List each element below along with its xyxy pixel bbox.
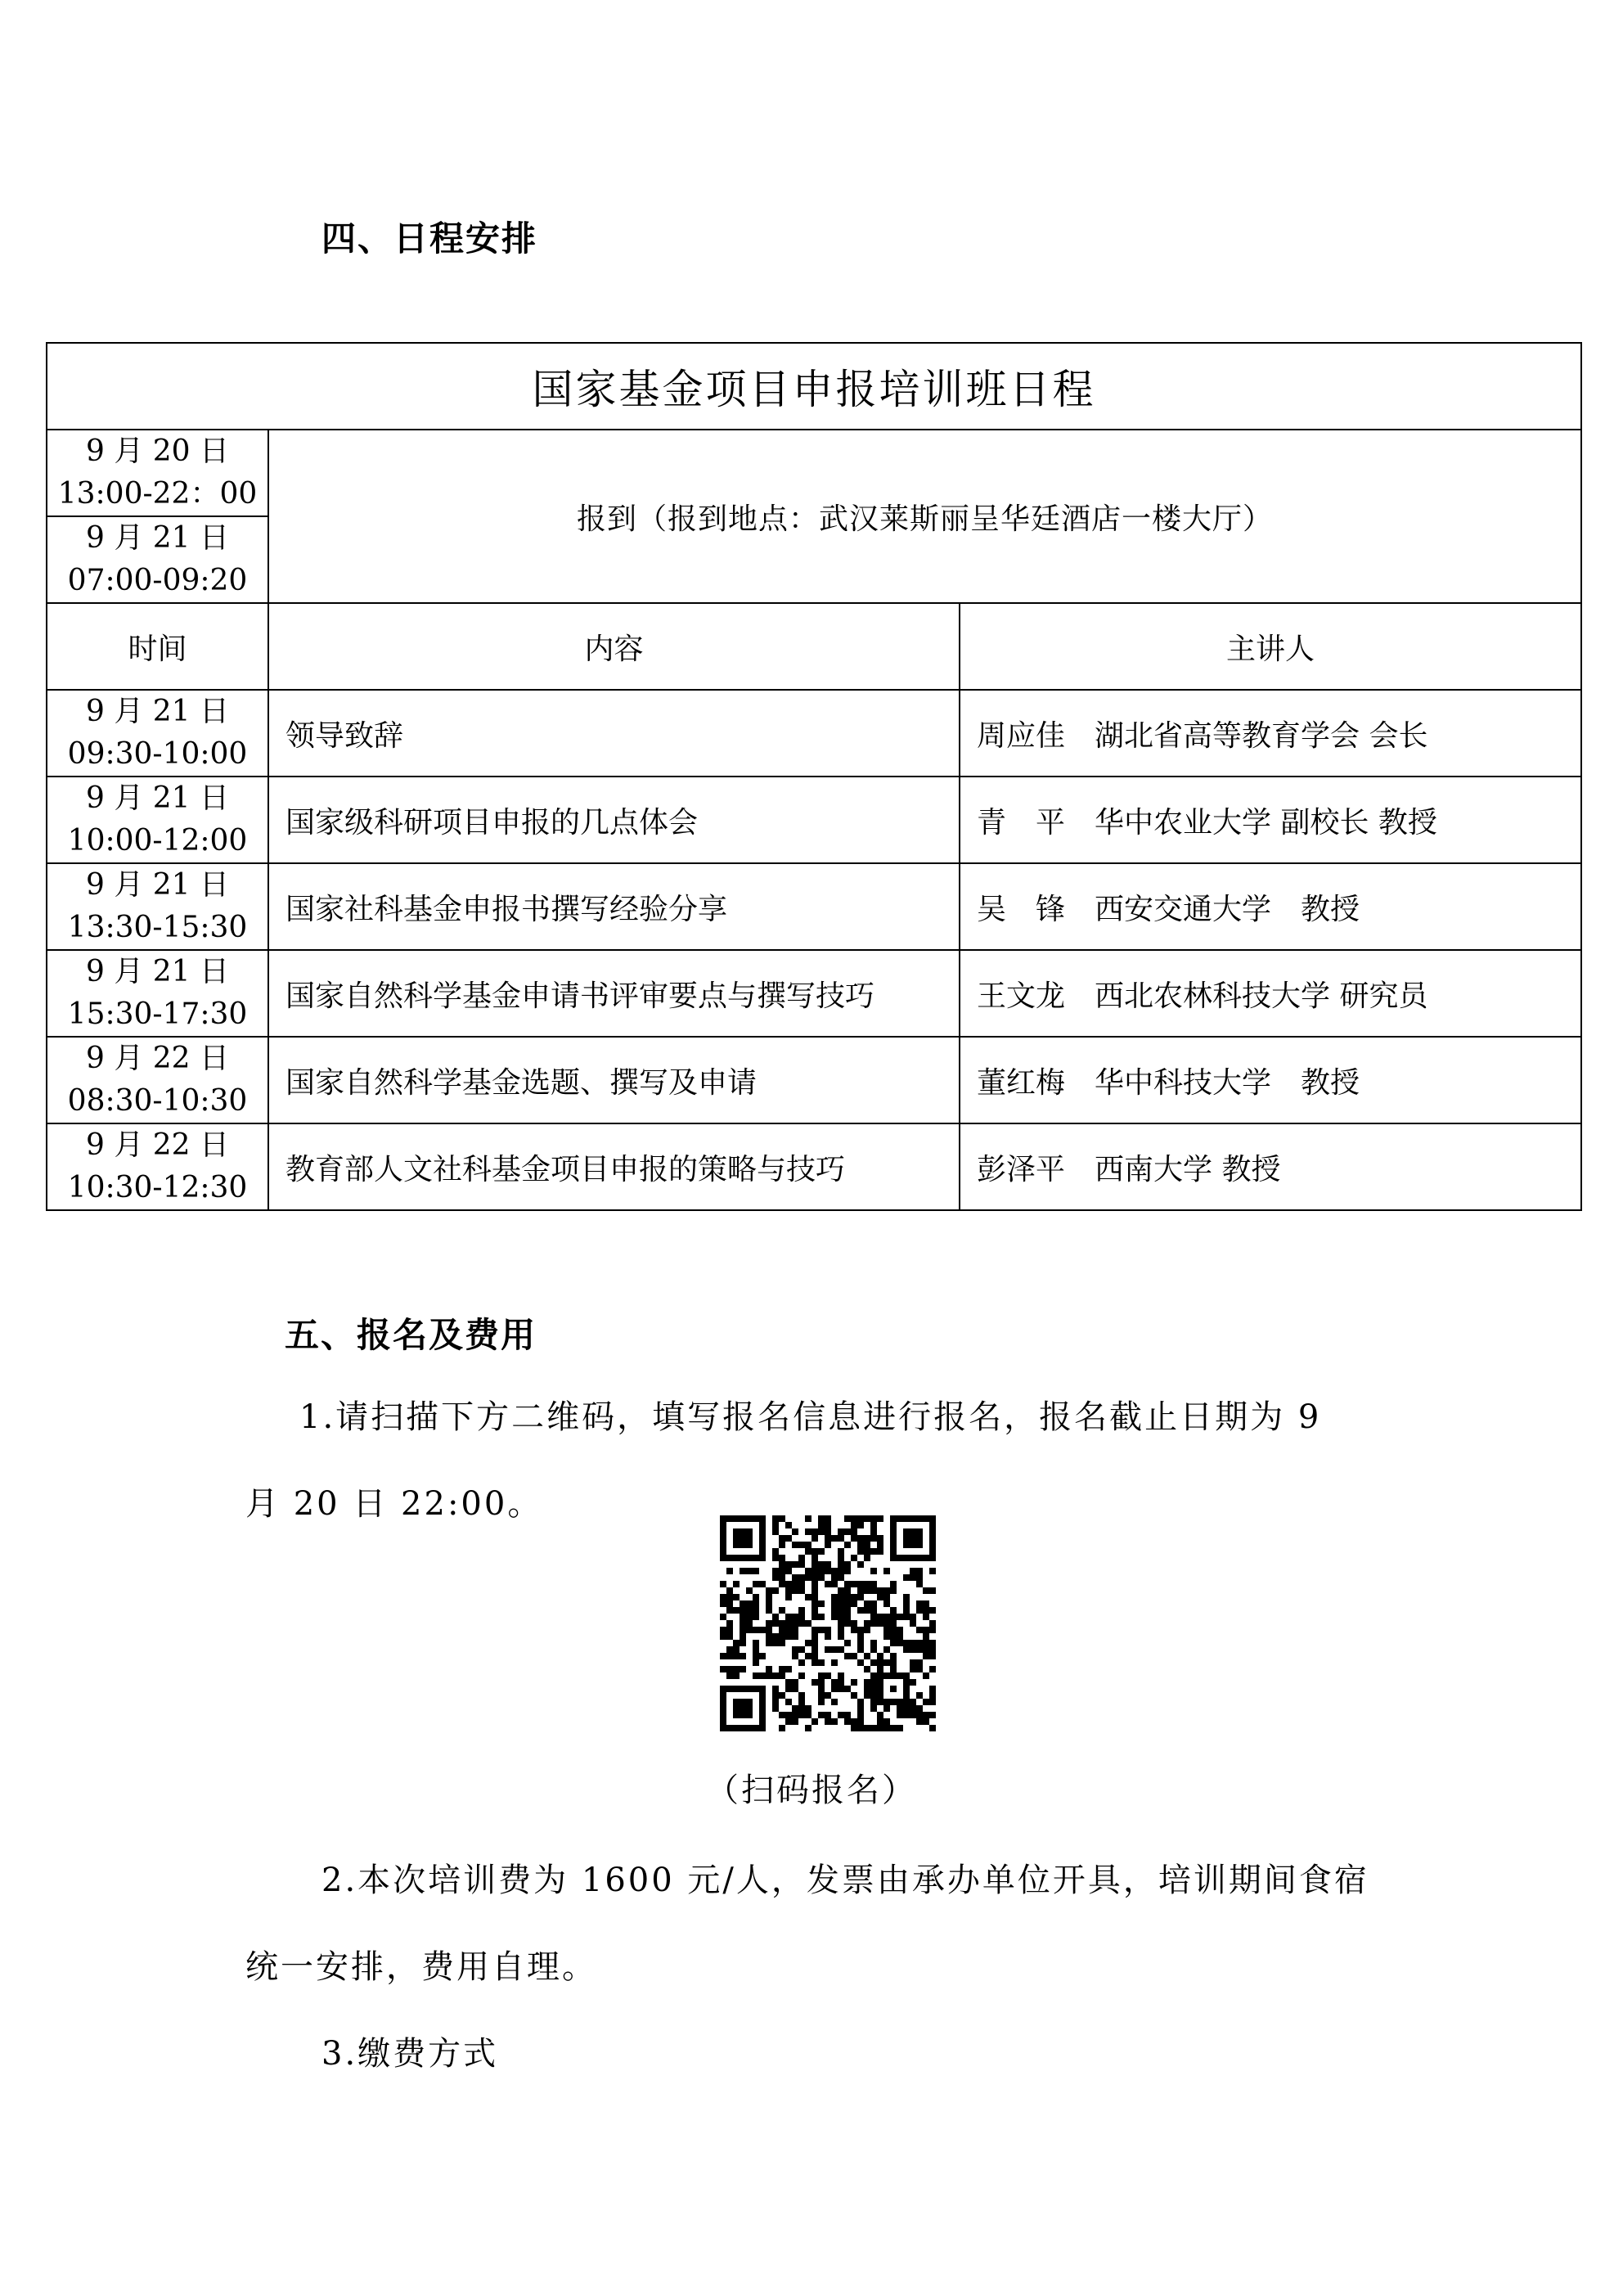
session-date: 9 月 22 日 <box>85 1128 230 1162</box>
session-time <box>47 690 268 777</box>
session-date: 9 月 21 日 <box>85 695 230 728</box>
session-content: 国家社科基金申报书撰写经验分享 <box>268 863 960 950</box>
session-time <box>47 950 268 1037</box>
session-speaker: 周应佳 湖北省高等教育学会 会长 <box>960 690 1581 777</box>
header-speaker: 主讲人 <box>960 603 1581 690</box>
header-content: 内容 <box>268 603 960 690</box>
registration-item-2-line-2: 统一安排，费用自理。 <box>245 1948 597 1986</box>
session-content: 国家自然科学基金选题、撰写及申请 <box>268 1037 960 1123</box>
session-speaker: 董红梅 华中科技大学 教授 <box>960 1037 1581 1123</box>
session-hours: 08:30-10:30 <box>67 1084 248 1118</box>
registration-time-2 <box>47 516 268 603</box>
header-time: 时间 <box>47 603 268 690</box>
registration-date-1: 9 月 20 日 <box>85 434 230 468</box>
session-time <box>47 1123 268 1210</box>
table-row <box>47 863 1581 950</box>
section-heading-registration: 五、报名及费用 <box>285 1315 537 1355</box>
session-content: 领导致辞 <box>268 690 960 777</box>
schedule-table <box>46 342 1582 1211</box>
schedule-title: 国家基金项目申报培训班日程 <box>47 343 1581 430</box>
table-row <box>47 1037 1581 1123</box>
session-hours: 09:30-10:00 <box>67 737 248 771</box>
registration-item-1-line-2: 月 20 日 22:00。 <box>245 1485 543 1523</box>
table-row <box>47 950 1581 1037</box>
session-content: 国家级科研项目申报的几点体会 <box>268 777 960 863</box>
table-row <box>47 777 1581 863</box>
session-speaker: 青 平 华中农业大学 副校长 教授 <box>960 777 1581 863</box>
session-date: 9 月 21 日 <box>85 955 230 988</box>
session-content: 国家自然科学基金申请书评审要点与撰写技巧 <box>268 950 960 1037</box>
qr-code-icon[interactable] <box>720 1515 936 1731</box>
session-hours: 10:30-12:30 <box>67 1171 248 1204</box>
session-date: 9 月 21 日 <box>85 868 230 902</box>
table-row <box>47 1123 1581 1210</box>
table-row <box>47 690 1581 777</box>
registration-item-3: 3.缴费方式 <box>321 2035 499 2073</box>
section-heading-schedule: 四、日程安排 <box>321 218 538 259</box>
table-header-row <box>47 603 1581 690</box>
registration-item-2-line-1: 2.本次培训费为 1600 元/人，发票由承办单位开具，培训期间食宿 <box>321 1862 1369 1899</box>
session-hours: 10:00-12:00 <box>67 824 248 858</box>
registration-content: 报到（报到地点：武汉莱斯丽呈华廷酒店一楼大厅） <box>268 430 1581 603</box>
registration-hours-2: 07:00-09:20 <box>67 564 248 597</box>
registration-hours-1: 13:00-22：00 <box>57 477 258 511</box>
session-speaker: 王文龙 西北农林科技大学 研究员 <box>960 950 1581 1037</box>
session-speaker: 彭泽平 西南大学 教授 <box>960 1123 1581 1210</box>
session-speaker: 吴 锋 西安交通大学 教授 <box>960 863 1581 950</box>
session-date: 9 月 21 日 <box>85 781 230 815</box>
registration-time-1 <box>47 430 268 516</box>
session-hours: 13:30-15:30 <box>67 911 248 944</box>
session-time <box>47 863 268 950</box>
qr-caption: （扫码报名） <box>706 1772 917 1809</box>
session-time <box>47 777 268 863</box>
session-hours: 15:30-17:30 <box>67 997 248 1031</box>
registration-date-2: 9 月 21 日 <box>85 521 230 555</box>
session-date: 9 月 22 日 <box>85 1042 230 1075</box>
registration-item-1-line-1: 1.请扫描下方二维码，填写报名信息进行报名，报名截止日期为 9 <box>299 1398 1322 1436</box>
session-time <box>47 1037 268 1123</box>
session-content: 教育部人文社科基金项目申报的策略与技巧 <box>268 1123 960 1210</box>
